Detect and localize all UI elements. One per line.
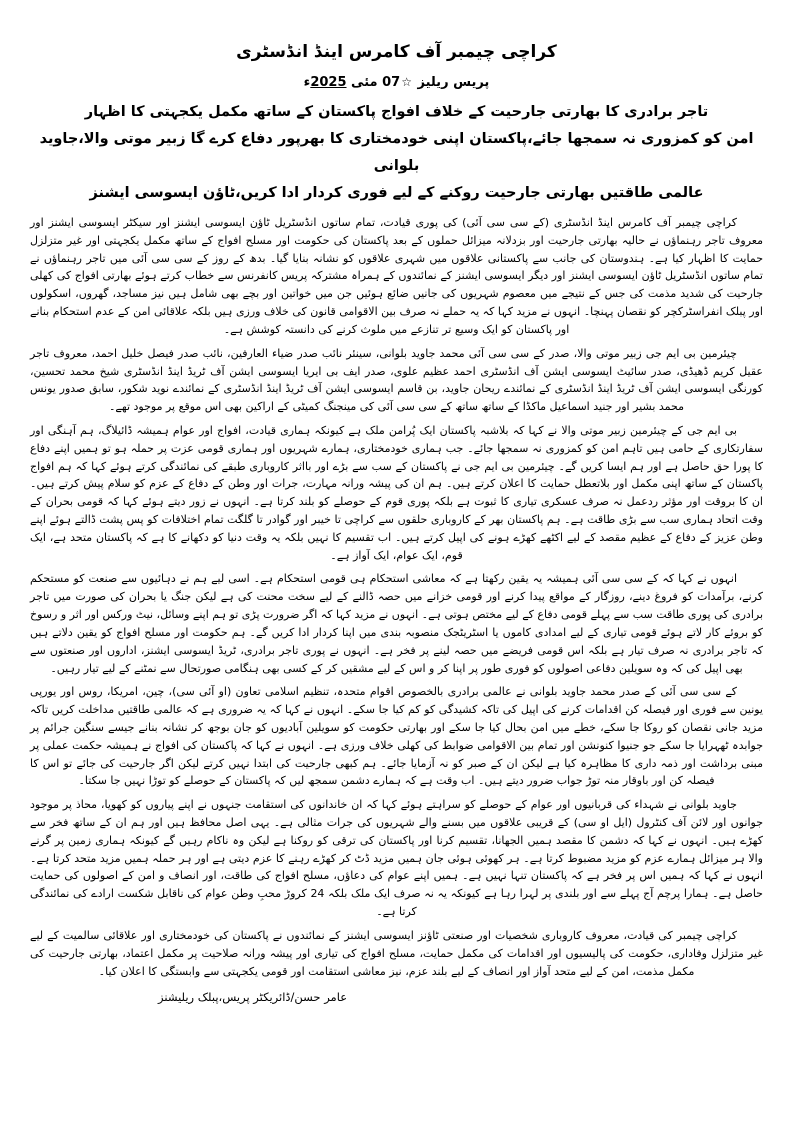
press-release-label: پریس ریلیز: [417, 75, 490, 90]
paragraph-3: بی ایم جی کے چیئرمین زبیر موتی والا نے کہا کہ بلاشبہ پاکستان ایک پُرامن ملک ہے کیونکہ ہماری قیادت، افواج اور عوام ہمیشہ ڈائیلاگ، ہم آہنگی اور سفارتکاری کے حامی ہیں تاہم امن کو کمزوری نہ سمجھا جائے۔ جب ہماری خودمختاری، ہمارے شہریوں اور ہماری قومی عزت پر حملہ ہو تو ہمیں اپنے دفاع کا پورا حق حاصل ہے اور ہم ایسا کریں گے۔ چیئرمین بی ایم جی نے پاکستان کے سب سے بڑے اور بااثر کاروباری طبقے کی نمائندگی کرتے ہوئے کہا کہ ہم افواج پاکستان کے ساتھ اپنی مکمل اور بلاتعطل حمایت کا اعلان کرتے ہیں۔ ہم ان کی پیشہ ورانہ مہارت، جرات اور وطن کے دفاع کے عزم کو سلام پیش کرتے ہیں۔ ان کا بروقت اور مؤثر ردعمل نہ صرف عسکری تیاری کا ثبوت ہے بلکہ پوری قوم کے حوصلے کو بلند کرتا ہے۔ انہوں نے زور دیتے ہوئے کہا کہ قومی بحران کے وقت اتحاد ہماری سب سے بڑی طاقت ہے۔ ہم پاکستان بھر کے کاروباری حلقوں سے کراچی تا خیبر اور گوادر تا گلگت تمام اختلافات کو پس پشت ڈالتے ہوئے اپنے وطن عزیز کے دفاع کے عظیم مقصد کے لیے اکٹھے کھڑے ہونے کی اپیل کرتے ہیں۔ اب تقسیم کا نہیں بلکہ یہ وقت دنیا کو دکھانے کا ہے کہ پاکستان متحد ہے، ایک قوم، ایک عوام، ایک آواز ہے۔: [30, 423, 763, 562]
signature-line: عامر حسن/ڈائریکٹر پریس،پبلک ریلیشنز: [158, 990, 348, 1005]
press-release-dateline: [30, 75, 763, 90]
organization-title: کراچی چیمبر آف کامرس اینڈ انڈسٹری: [236, 42, 557, 62]
paragraph-7: کراچی چیمبر کی قیادت، معروف کاروباری شخصیات اور صنعتی ٹاؤنز ایسوسی ایشنز کے نمائندوں نے پاکستان کی خودمختاری اور علاقائی سالمیت کے لیے غیر متزلزل وفاداری، حکومت کی پالیسیوں اور اقدامات کی مکمل حمایت، مسلح افواج کی تیاری اور پیشہ ورانہ صلاحیت پر مکمل اعتماد، بھارتی جارحیت کی مکمل مذمت، امن کے لیے متحد آواز اور انصاف کے لیے بلند عزم، نیز معاشی استقامت اور قومی یکجہتی سے وابستگی کا اعلان کیا۔: [30, 928, 763, 978]
paragraph-6: جاوید بلوانی نے شہداء کی قربانیوں اور عوام کے حوصلے کو سراہتے ہوئے کہا کہ ان خاندانوں کی استقامت جنہوں نے اپنے پیاروں کو کھویا، محاذ پر موجود جوانوں اور لائن آف کنٹرول (ایل او سی) کے قریبی علاقوں میں بسنے والے شہریوں کی جرات مثالی ہے۔ یہی اصل محافظ ہیں اور ہم ان کے ساتھ فخر سے کھڑے ہیں۔ انہوں نے کہا کہ دشمن کا مقصد ہمیں الجھانا، تقسیم کرنا اور پاکستان کی ترقی کو روکنا ہے لیکن وہ ناکام رہیں گے کیونکہ ہماری زمین پر گرنے والا ہر میزائل ہمارے عزم کو مزید مضبوط کرتا ہے۔ ہر کھوئی ہوئی جان ہمیں مزید ڈٹ کر کھڑے رہنے کا عزم دیتی ہے اور ہر حملہ ہمیں مزید متحد کرتا ہے۔ انہوں نے کہا کہ ہمیں اس پر فخر ہے کہ پاکستان تنہا نہیں ہے۔ ہمیں اپنے عوام کی دعاؤں، مسلح افواج کی طاقت، اور انصاف و امن کے اصولوں کی حمایت حاصل ہے۔ ہمارا پرچم آج پہلے سے اور بلندی پر لہرا رہا ہے کیونکہ یہ نہ صرف ایک ملک بلکہ 24 کروڑ محبِ وطن عوام کی ناقابل شکست ارادے کی نمائندگی کرتا ہے۔: [30, 798, 763, 919]
date-year: 2025: [310, 75, 347, 90]
paragraph-1: کراچی چیمبر آف کامرس اینڈ انڈسٹری (کے سی سی آئی) کی پوری قیادت، تمام ساتوں انڈسٹریل ٹاؤن ایسوسی ایشنز اور سیکٹر ایسوسی ایشنز اور معروف تاجر رہنماؤں نے حالیہ بھارتی جارحیت اور بزدلانہ میزائل حملوں کے بعد پاکستان کی حکومت اور مسلح افواج کے ساتھ مکمل یکجہتی اور غیر متزلزل حمایت کا اظہار کیا ہے۔ ہندوستان کی جانب سے پاکستانی علاقوں میں شہری علاقوں کو نشانہ بنایا گیا۔ بدھ کے روز کے سی سی آئی میں تاجر رہنماؤں نے تمام ساتوں انڈسٹریل ٹاؤن ایسوسی ایشنز اور دیگر ایسوسی ایشنز کے نمائندوں کے ہمراہ مشترکہ پریس کانفرنس سے خطاب کرتے ہوئے بھارتی افواج کی کھلی جارحیت کی شدید مذمت کی جس کے نتیجے میں معصوم شہریوں کی جانیں ضائع ہوئیں جن میں خواتین اور بچے بھی شامل ہیں نیز مساجد، گھروں، اسکولوں اور پبلک انفراسٹرکچر کو نقصان پہنچا۔ انہوں نے مزید کہا کہ یہ حملے نہ صرف بین الاقوامی قانون کی خلاف ورزی ہیں بلکہ علاقائی امن کے عدم استحکام بنانے اور پاکستان کو ایک وسیع تر تنازعے میں ملوث کرنے کی دانستہ کوشش ہے۔: [30, 216, 763, 336]
press-release-body: [30, 214, 763, 980]
era-suffix: ء: [303, 75, 311, 90]
headline-line-3: عالمی طاقتیں بھارتی جارحیت روکنے کے لیے فوری کردار ادا کریں،ٹاؤن ایسوسی ایشنز: [89, 185, 704, 201]
star-icon: ☆: [401, 75, 412, 89]
date-day-month: 07 مئی: [351, 75, 401, 90]
headline-line-1: تاجر برادری کا بھارتی جارحیت کے خلاف افواج پاکستان کے ساتھ مکمل یکجہتی کا اظہار: [84, 104, 709, 120]
paragraph-4: انہوں نے کہا کہ کے سی سی آئی ہمیشہ یہ یقین رکھتا ہے کہ معاشی استحکام ہی قومی استحکام ہے۔ اسی لیے ہم نے دہائیوں سے صنعت کو مستحکم کرنے، برآمدات کو فروغ دینے، روزگار کے مواقع پیدا کرنے اور قومی خزانے میں حصہ ڈالنے کے لیے سخت محنت کی ہے لیکن جنگ یا بحران کی صورت میں تاجر برادری کی پوری طاقت سب سے پہلے قومی دفاع کے لیے مختص ہوتی ہے۔ انہوں نے مزید کہا کہ اگر ضرورت پڑی تو ہم اپنے وسائل، نیٹ ورکس اور اثر و رسوخ کو بروئے کار لاتے ہوئے قومی تیاری کے لیے امدادی کاموں یا اسٹریٹجک منصوبہ بندی میں اپنا کردار ادا کریں گے۔ ہم حکومت اور مسلح افواج کو یقین دلاتے ہیں کہ تاجر برادری نہ صرف تیار ہے بلکہ اس قومی فریضے میں حصہ لینے پر فخر ہے۔ انہوں نے پوری تاجر برادری، ٹریڈ ایسوسی ایشنز، اداروں اور صنعتوں سے بھی اپیل کی کہ وہ سویلین دفاعی اصولوں کو فوری طور پر اپنا کر و اس کے لیے مشقیں کر کے کسی بھی ہنگامی صورتحال سے نمٹنے کے لیے تیار رہیں۔: [30, 572, 763, 675]
headline-block: [30, 99, 763, 207]
paragraph-5: کے سی سی آئی کے صدر محمد جاوید بلوانی نے عالمی برادری بالخصوص اقوام متحدہ، تنظیم اسلامی تعاون (او آئی سی)، چین، امریکا، روس اور یورپی یونین سے فوری اور فیصلہ کن اقدامات کرنے کی اپیل کی تاکہ کشیدگی کو کم کیا جا سکے۔ انہوں نے کہا کہ یہ ضروری ہے کہ عالمی طاقتیں مداخلت کریں تاکہ مزید جانی نقصان کو روکا جا سکے، خطے میں امن بحال کیا جا سکے اور بھارتی حکومت کو سویلین آبادیوں کو جان بوجھ کر نشانہ بنانے جیسے سنگین جرائم پر جوابدہ ٹھہرایا جا سکے جو جنیوا کنونشن اور تمام بین الاقوامی ضوابط کی کھلی خلاف ورزی ہے۔ انہوں نے کہا کہ پاکستان کی افواج نے ہمیشہ حکمت عملی پر مبنی برداشت اور ذمہ داری کا مظاہرہ کیا ہے لیکن ان کے صبر کو نہ آزمایا جائے۔ ہم کبھی جارحیت کی ابتدا نہیں کرتے لیکن اگر جارحیت کی جائے تو اس کا فیصلہ کن اور باوقار منہ توڑ جواب ضرور دیتے ہیں۔ اب وقت ہے کہ ہمارے دشمن سمجھ لیں کہ پاکستان کے حوصلے کو توڑا نہیں جا سکتا۔: [30, 685, 763, 788]
paragraph-2: چیئرمین بی ایم جی زبیر موتی والا، صدر کے سی سی آئی محمد جاوید بلوانی، سینئر نائب صدر ضیاء العارفین، نائب صدر فیصل خلیل احمد، معروف تاجر عقیل کریم ڈھیڈی، صدر سائیٹ ایسوسی ایشن آف انڈسٹری احمد عظیم علوی، صدر ایف بی ایریا ایسوسی ایشن آف ٹریڈ اینڈ انڈسٹری شیخ محمد تحسین، کورنگی ایسوسی ایشن آف ٹریڈ اینڈ انڈسٹری کے نمائندے ریحان جاوید، بن قاسم ایسوسی ایشن آف ٹریڈ اینڈ انڈسٹری کے نمائندے نوید شکور، سابق صدور یونس محمد بشیر اور جنید اسماعیل ماکڈا کے ساتھ ساتھ کے سی سی آئی کی مینجنگ کمیٹی کے اراکین بھی اس موقع پر موجود تھے۔: [30, 346, 763, 414]
headline-line-2: امن کو کمزوری نہ سمجھا جائے،پاکستان اپنی خودمختاری کا بھرپور دفاع کرے گا زبیر موتی والا،جاوید بلوانی: [39, 131, 754, 174]
